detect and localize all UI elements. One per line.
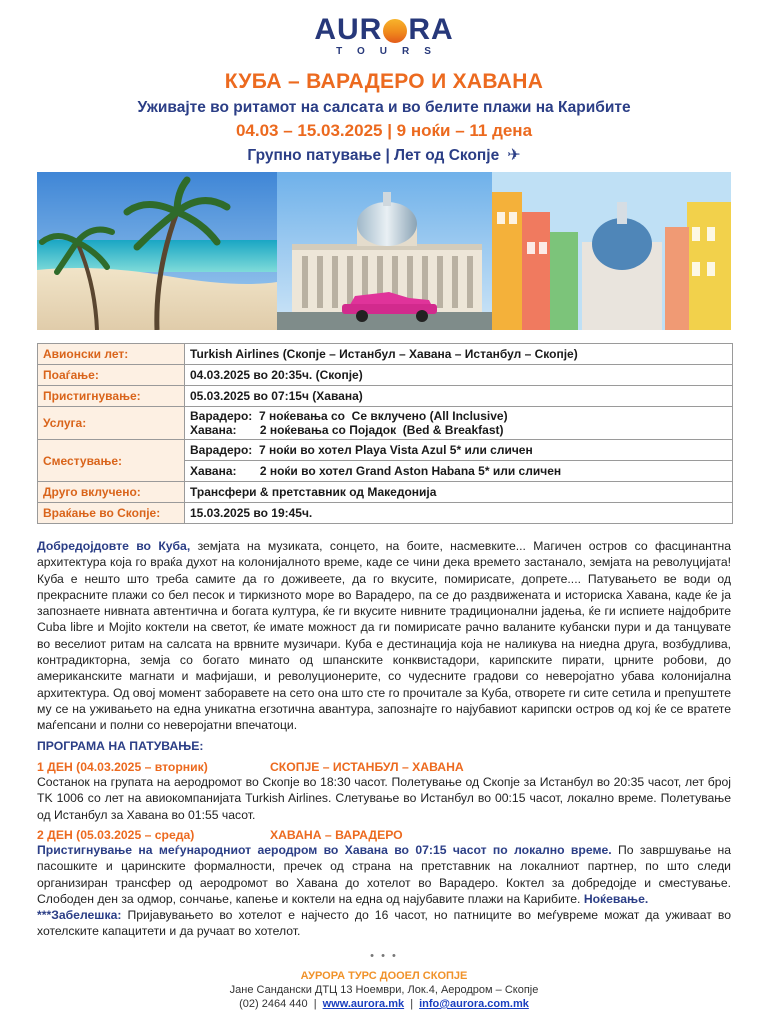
service-value — [185, 407, 733, 440]
day2-note-label: ***Забелешка: — [37, 908, 122, 923]
intro-lead: Добредојдовте во Куба, — [37, 539, 191, 553]
day1-route: СКОПЈЕ – ИСТАНБУЛ – ХАВАНА — [270, 760, 464, 774]
group-trip-line — [0, 145, 768, 165]
aurora-tours-logo — [0, 14, 768, 57]
footer-phone: (02) 2464 440 — [239, 998, 308, 1010]
page-title: КУБА – ВАРАДЕРО И ХАВАНА — [224, 70, 544, 93]
other-label: Друго вклучено: — [38, 482, 185, 503]
table-row-departure — [38, 365, 733, 386]
day1-date: 1 ДЕН (04.03.2025 – вторник) — [37, 760, 208, 774]
return-label: Враќање во Скопје: — [38, 503, 185, 524]
trip-dates: 04.03 – 15.03.2025 | 9 ноќи – 11 дена — [235, 121, 533, 140]
table-row-return — [38, 503, 733, 524]
footer-email-link[interactable]: info@aurora.com.mk — [419, 998, 529, 1010]
flight-value: Turkish Airlines (Скопје – Истанбул – Хавана – Истанбул – Скопје) — [185, 344, 733, 365]
flight-label: Авионски лет: — [38, 344, 185, 365]
departure-label: Поаѓање: — [38, 365, 185, 386]
arrival-label: Пристигнување: — [38, 386, 185, 407]
intro-paragraph — [37, 538, 731, 734]
day2-heading — [37, 828, 731, 842]
departure-value: 04.03.2025 во 20:35ч. (Скопје) — [185, 365, 733, 386]
accommodation-label: Сместување: — [38, 440, 185, 482]
day2-body: По завршување на пасошките и царинските формалности, пречек од страна на претставник на локалниот партнер, по што следи организиран трансфер од аеродромот во Хавана до хотелот во Варадеро. Коктел за добредојде и сместување. Слободен ден за одмор, сончање, капење и коктели на една од најубавите плажи на Карибите. — [37, 843, 731, 906]
footer-address: Јане Сандански ДТЦ 13 Ноември, Лок.4, Аеродром – Скопје — [229, 984, 539, 996]
day2-night: Ноќевање. — [583, 891, 649, 906]
arrival-value: 05.03.2025 во 07:15ч (Хавана) — [185, 386, 733, 407]
service-line-varadero: Варадеро: 7 ноќевања со Се вклучено (All Inclusive) — [190, 409, 508, 423]
day2-route: ХАВАНА – ВАРАДЕРО — [270, 828, 403, 842]
day2-note-text: Пријавувањето во хотелот е најчесто до 16 часот, но патниците во меѓувреме можат да уживаат во хотелските капацитети и да ручаат во хотелот. — [37, 908, 731, 939]
footer-dots: • • • — [370, 950, 398, 962]
day2-date: 2 ДЕН (05.03.2025 – среда) — [37, 828, 195, 842]
logo-text-ra: RA — [408, 13, 454, 46]
footer-separator: | — [410, 998, 414, 1010]
service-line-havana: Хавана: 2 ноќевања со Појадок (Bed & Breakfast) — [190, 423, 504, 437]
intro-text: земјата на музиката, сонцето, на боите, насмевките... Магичен остров со фасцинантна архитектура која го враќа духот на колонијалното време, каде се чини дека времето застанало, земјата на револуцијата! Куба е нешто што треба самите да го доживеете, да го вкусите, помирисате, допрете.... Патувањето ве води од прекрасните плажи со бел песок и тиркизното море во Варадеро, па се до раздвижената и историска Хавана, каде ќе ја запознаете нивната автентична и богата култура, ќе ги вкусите нивните традиционални јадења, ќе ги испиете најдобрите Cuba libre и Mojito коктели на светот, ќе имате можност да ги помирисате рачно валаните кубански пури и да танцувате во веселиот ритам на салсата на врвните музичари. Куба е дестинација која не наликува на ниедна друга, возбудлива, контрадикторна, земја со богато минато од шпанските конквистадори, карипските пирати, црните робови, до американските магнати и мафијаши, и револуционерите, со чудесните градови со неверојатно убава колонијална архитектура. Од овој момент заборавете на сето она што сте го прочитале за Куба, отворете ги сите сетила и препуштете му се на уживањето на една уникатна егзотична авантура, запознајте го најубавиот карипски остров од кој ќе се вратете маѓепсани и полни со неверојатни впечатоци. — [37, 539, 731, 733]
day2-text — [37, 842, 731, 940]
accommodation-line-havana: Хавана: 2 ноќи во хотел Grand Aston Habana 5* или сличен — [185, 461, 733, 482]
sun-icon — [383, 19, 407, 43]
page-subtitle: Уживајте во ритамот на салсата и во белите плажи на Карибите — [137, 99, 631, 116]
logo-text-aur: AUR — [314, 13, 383, 46]
logo-subtext: TOURS — [336, 46, 446, 57]
service-label: Услуга: — [38, 407, 185, 440]
group-trip-text: Групно патување | Лет од Скопје — [247, 147, 500, 164]
hero-collage — [37, 172, 731, 330]
footer-web-link[interactable]: www.aurora.mk — [322, 998, 405, 1010]
other-value: Трансфери & претставник од Македонија — [185, 482, 733, 503]
day1-heading — [37, 760, 731, 774]
hero-image — [37, 172, 731, 330]
day2-bold-lead: Пристигнување на меѓународниот аеродром во Хавана во 07:15 часот по локално време. — [37, 843, 612, 857]
trip-info-table — [37, 343, 733, 524]
footer-separator: | — [313, 998, 317, 1010]
table-row-other — [38, 482, 733, 503]
table-row-accommodation-1 — [38, 440, 733, 461]
table-row-arrival — [38, 386, 733, 407]
day1-text: Состанок на групата на аеродромот во Скопје во 18:30 часот. Полетување од Скопје за Истанбул во 20:35 часот, лет број TK 1006 со лет на авиокомпанијата Turkish Airlines. Слетување во Истанбул во 00:15 часот, локално време. Полетување од Истанбул за Хавана во 01:55 часот. — [37, 775, 731, 822]
footer-contact — [0, 998, 768, 1010]
table-row-flight — [38, 344, 733, 365]
airplane-icon: ✈ — [507, 147, 521, 164]
return-value: 15.03.2025 во 19:45ч. — [185, 503, 733, 524]
accommodation-line-varadero: Варадеро: 7 ноќи во хотел Playa Vista Azul 5* или сличен — [185, 440, 733, 461]
footer-company: АУРОРА ТУРС ДООЕЛ СКОПЈЕ — [300, 970, 468, 982]
program-heading: ПРОГРАМА НА ПАТУВАЊЕ: — [37, 739, 204, 753]
table-row-service — [38, 407, 733, 440]
